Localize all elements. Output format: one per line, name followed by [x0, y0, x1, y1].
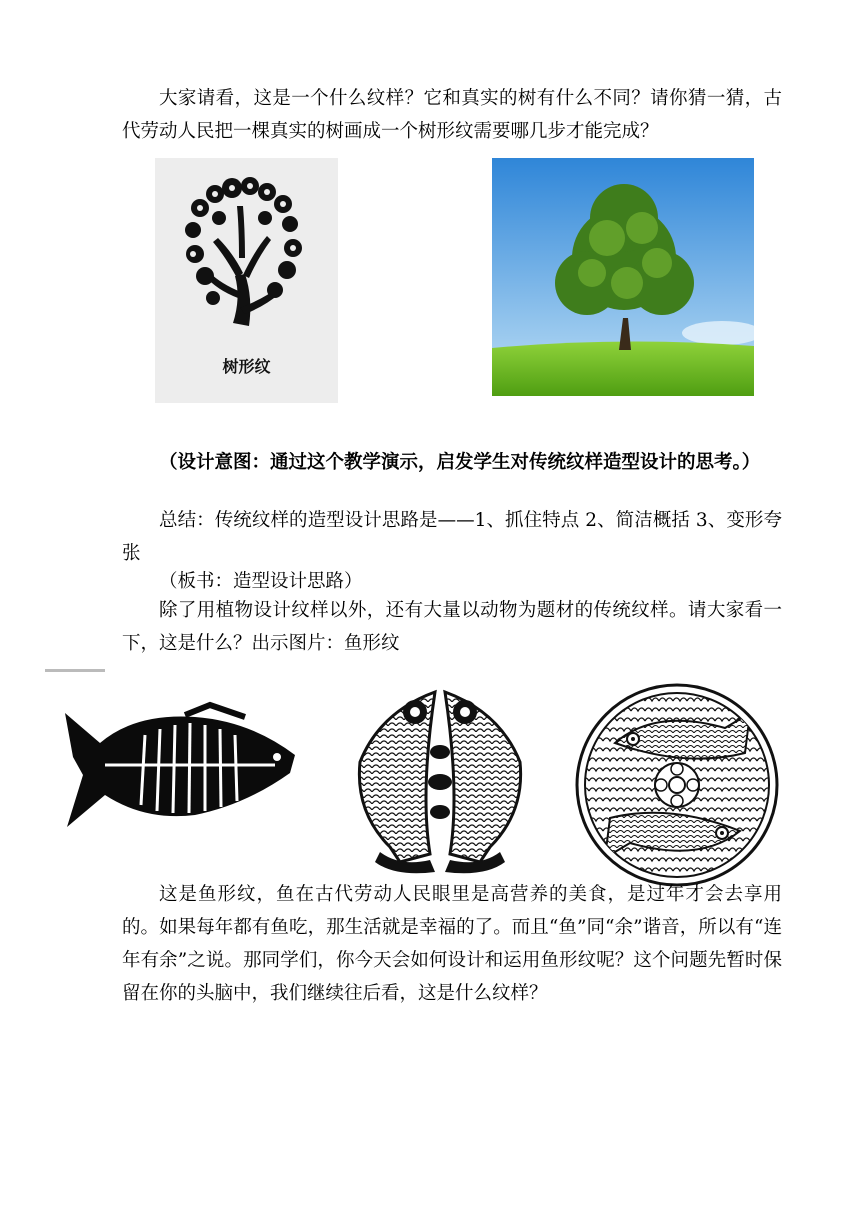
tree-pattern-image — [155, 158, 338, 403]
paragraph-summary: 总结：传统纹样的造型设计思路是——1、抓住特点 2、简洁概括 3、变形夸张 — [122, 510, 782, 564]
paragraph-animal-intro: 除了用植物设计纹样以外，还有大量以动物为题材的传统纹样。请大家看一下，这是什么？出示图片：鱼形纹 — [122, 600, 782, 654]
real-tree-photo — [492, 158, 754, 396]
tree-pattern-caption: 树形纹 — [222, 357, 271, 376]
twin-fish-pattern-image — [340, 672, 540, 877]
paragraph-board-note: （板书：造型设计思路） — [159, 571, 363, 592]
paragraph-fish-explanation: 这是鱼形纹，鱼在古代劳动人民眼里是高营养的美食，是过年才会去享用的。如果每年都有鱼吃，那生活就是幸福的了。而且“鱼”同“余”谐音，所以有“连年有余”之说。那同学们，你今天会如何设计和运用鱼形纹呢？这个问题先暂时保留在你的头脑中，我们继续往后看，这是什么纹样？ — [122, 884, 782, 1004]
paragraph-design-intent: （设计意图：通过这个教学演示，启发学生对传统纹样造型设计的思考。） — [159, 452, 761, 473]
fish-rubbing-image — [45, 665, 305, 850]
paragraph-intro: 大家请看，这是一个什么纹样？它和真实的树有什么不同？请你猜一猜，古代劳动人民把一棵真实的树画成一个树形纹需要哪几步才能完成？ — [122, 88, 782, 142]
circular-fish-pattern-image — [575, 683, 780, 888]
